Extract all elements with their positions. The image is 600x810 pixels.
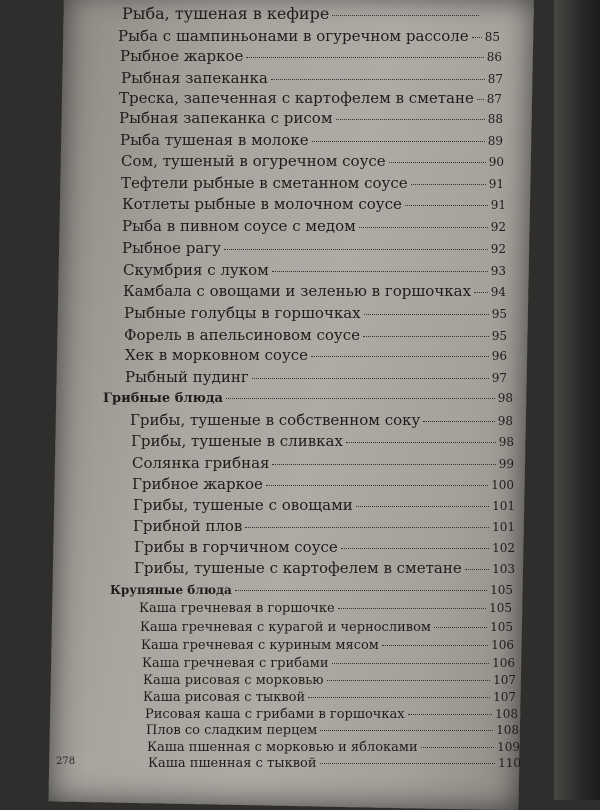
entry-page-number: 107 — [493, 690, 516, 704]
dot-leader — [363, 336, 489, 337]
toc-entry — [123, 282, 506, 300]
entry-page-number: 103 — [492, 562, 515, 576]
entry-title: Каша гречневая с куриным мясом — [141, 638, 379, 653]
dot-leader — [226, 398, 495, 399]
entry-page-number: 106 — [491, 638, 514, 652]
entry-title: Плов со сладким перцем — [146, 723, 318, 738]
dot-leader — [411, 184, 486, 185]
entry-page-number: 100 — [491, 478, 514, 492]
entry-title: Рыба, тушеная в кефире — [122, 4, 330, 23]
dot-leader — [434, 627, 487, 628]
toc-entry — [132, 475, 514, 493]
entry-title: Каша пшенная с тыквой — [148, 756, 317, 771]
entry-title: Каша пшенная с морковью и яблоками — [147, 740, 418, 755]
dot-leader — [472, 37, 482, 38]
entry-title: Грибное жаркое — [132, 475, 263, 493]
dot-leader — [252, 378, 489, 379]
entry-title: Сом, тушеный в огуречном соусе — [121, 152, 386, 170]
entry-title: Рыба тушеная в молоке — [120, 131, 309, 149]
entry-title: Солянка грибная — [132, 454, 270, 472]
entry-title: Рыбная запеканка с рисом — [119, 109, 333, 127]
entry-title: Скумбрия с луком — [123, 261, 269, 279]
dot-leader — [474, 292, 488, 293]
entry-page-number: 93 — [490, 264, 506, 278]
dot-leader — [272, 271, 488, 272]
dot-leader — [421, 747, 494, 748]
toc-entry — [147, 740, 520, 755]
entry-page-number: 108 — [496, 723, 519, 737]
toc-entry — [133, 517, 515, 535]
entry-page-number: 85 — [484, 30, 500, 44]
dot-leader — [320, 730, 493, 731]
entry-page-number: 99 — [498, 457, 514, 471]
entry-page-number: 90 — [488, 155, 504, 169]
page-number: 278 — [56, 756, 76, 767]
toc-entry — [122, 217, 506, 235]
dot-leader — [423, 421, 494, 422]
entry-title: Камбала с овощами и зеленью в горшочках — [123, 282, 472, 300]
entry-title: Каша рисовая с морковью — [143, 673, 324, 688]
toc-entry — [122, 239, 506, 257]
dot-leader — [266, 485, 488, 486]
entry-title: Грибы, тушеные с картофелем в сметане — [134, 559, 462, 577]
entry-page-number: 110 — [498, 756, 521, 770]
facing-page-edge — [554, 0, 600, 800]
dot-leader — [356, 506, 489, 507]
entry-title: Рыба в пивном соусе с медом — [122, 217, 356, 235]
toc-entry — [131, 432, 514, 450]
entry-page-number: 86 — [486, 50, 502, 64]
entry-page-number: 102 — [492, 541, 515, 555]
entry-page-number: 92 — [490, 242, 506, 256]
entry-page-number: 107 — [493, 673, 516, 687]
entry-page-number: 105 — [490, 620, 513, 634]
toc-entry — [134, 559, 515, 577]
dot-leader — [246, 57, 483, 58]
toc-entry — [123, 261, 506, 279]
dot-leader — [332, 663, 490, 664]
entry-page-number: 95 — [491, 329, 507, 343]
toc-entry — [120, 131, 503, 149]
entry-page-number: 89 — [487, 134, 503, 148]
dot-leader — [341, 548, 489, 549]
entry-title: Каша гречневая в горшочке — [139, 601, 335, 616]
entry-title: Грибы, тушеные с овощами — [133, 496, 353, 514]
dot-leader — [311, 356, 489, 357]
dot-leader — [336, 119, 485, 120]
dot-leader — [338, 608, 486, 609]
toc-entry — [121, 174, 504, 192]
dot-leader — [327, 680, 490, 681]
dot-leader — [308, 697, 490, 698]
dot-leader — [332, 15, 479, 16]
entry-page-number: 95 — [491, 307, 507, 321]
toc-entry — [133, 496, 515, 514]
entry-title: Хек в морковном соусе — [125, 346, 309, 364]
toc-entry — [125, 368, 507, 386]
toc-entry — [121, 69, 503, 87]
toc-entry — [134, 538, 515, 556]
entry-title: Форель в апельсиновом соусе — [124, 326, 361, 344]
toc-entry — [118, 27, 500, 45]
entry-title: Рыбное жаркое — [120, 47, 244, 65]
entry-page-number: 108 — [495, 707, 518, 721]
entry-page-number: 98 — [497, 414, 513, 428]
entry-title: Рисовая каша с грибами в горшочках — [145, 707, 405, 722]
dot-leader — [320, 763, 496, 764]
dot-leader — [312, 141, 485, 142]
entry-title: Котлеты рыбные в молочном соусе — [122, 195, 402, 213]
toc-entry — [143, 690, 516, 705]
entry-title: Грибной плов — [133, 517, 243, 535]
toc-entry — [142, 656, 515, 671]
toc-entry — [140, 620, 513, 635]
entry-page-number: 96 — [491, 349, 507, 363]
dot-leader — [465, 569, 489, 570]
toc-entry — [145, 707, 518, 722]
dot-leader — [364, 314, 489, 315]
entry-page-number: 88 — [487, 112, 503, 126]
toc-entry — [141, 638, 514, 653]
section-title: Грибные блюда — [103, 391, 223, 406]
entry-title: Грибы в горчичном соусе — [134, 538, 338, 556]
toc-entry — [122, 4, 482, 23]
toc-entry — [119, 89, 502, 107]
entry-page-number: 101 — [492, 520, 515, 534]
section-heading — [103, 391, 513, 406]
dot-leader — [224, 249, 488, 250]
entry-page-number: 97 — [491, 371, 507, 385]
toc-entry — [130, 411, 513, 429]
entry-title: Грибы, тушеные в сливках — [131, 432, 343, 450]
entry-page-number: 91 — [488, 177, 504, 191]
entry-page-number: 101 — [492, 499, 515, 513]
dot-leader — [477, 99, 484, 100]
toc-entry — [143, 673, 516, 688]
toc-entry — [120, 47, 502, 65]
toc-entry — [139, 601, 512, 616]
dot-leader — [359, 227, 488, 228]
toc-entry — [146, 723, 519, 738]
dot-leader — [235, 590, 487, 591]
section-heading — [110, 583, 513, 597]
dot-leader — [271, 79, 485, 80]
entry-page-number: 91 — [490, 198, 506, 212]
dot-leader — [405, 205, 488, 206]
entry-page-number: 98 — [498, 435, 514, 449]
entry-title: Каша гречневая с грибами — [142, 656, 329, 671]
toc-entry — [125, 346, 507, 364]
entry-page-number: 94 — [490, 285, 506, 299]
toc-entry — [119, 109, 503, 127]
toc-entry — [121, 152, 504, 170]
toc-entry — [124, 326, 507, 344]
entry-title: Рыбное рагу — [122, 239, 221, 257]
dot-leader — [408, 714, 493, 715]
dot-leader — [346, 442, 496, 443]
entry-page-number: 106 — [492, 656, 515, 670]
toc-entry — [132, 454, 514, 472]
entry-page-number: 87 — [486, 92, 502, 106]
entry-page-number: 87 — [487, 72, 503, 86]
dot-leader — [245, 527, 489, 528]
entry-title: Рыбные голубцы в горшочках — [124, 304, 361, 322]
entry-title: Треска, запеченная с картофелем в сметане — [119, 89, 474, 107]
entry-title: Тефтели рыбные в сметанном соусе — [121, 174, 408, 192]
entry-title: Каша рисовая с тыквой — [143, 690, 306, 705]
entry-title: Каша гречневая с курагой и черносливом — [140, 620, 432, 635]
section-title: Крупяные блюда — [110, 583, 232, 597]
entry-title: Рыбный пудинг — [125, 368, 249, 386]
entry-page-number: 98 — [497, 391, 513, 405]
entry-page-number: 109 — [497, 740, 520, 754]
toc-entry — [122, 195, 506, 213]
dot-leader — [382, 645, 488, 646]
entry-page-number: 105 — [490, 583, 513, 597]
dot-leader — [389, 162, 486, 163]
toc-entry — [148, 756, 521, 771]
toc-entry — [124, 304, 507, 322]
entry-title: Рыба с шампиньонами в огуречном рассоле — [118, 27, 469, 45]
dot-leader — [272, 464, 495, 465]
entry-title: Грибы, тушеные в собственном соку — [130, 411, 421, 429]
entry-title: Рыбная запеканка — [121, 69, 268, 87]
entry-page-number: 92 — [490, 220, 506, 234]
entry-page-number: 105 — [489, 601, 512, 615]
